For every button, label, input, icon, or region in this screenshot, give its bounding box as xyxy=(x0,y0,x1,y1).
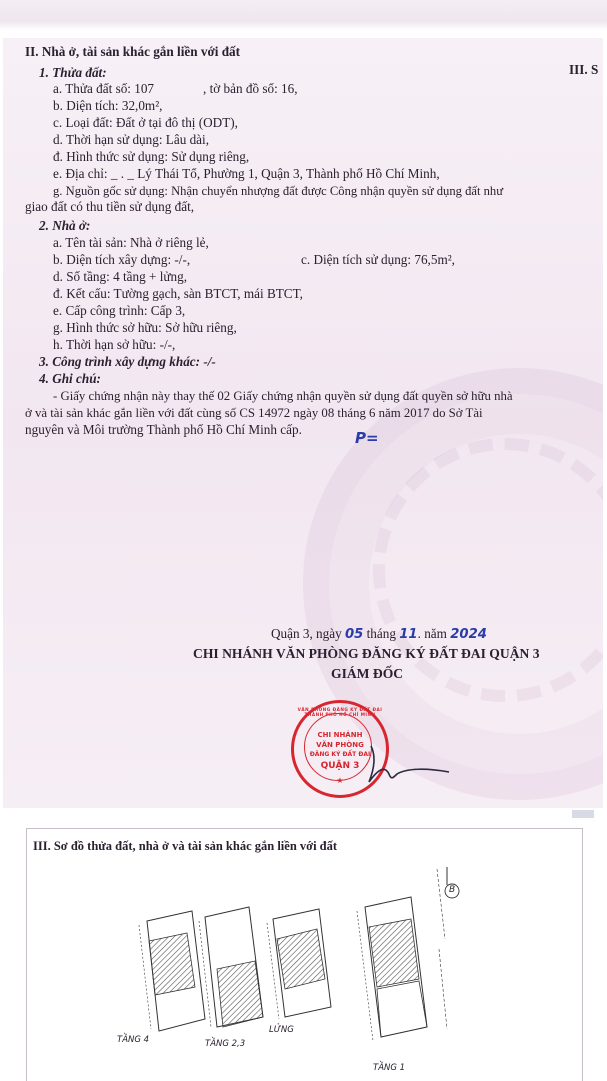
note-line-1: - Giấy chứng nhận này thay thế 02 Giấy chứng nhận quyền sử dụng đất quyền sở hữu nhà xyxy=(53,389,513,403)
issuing-office: CHI NHÁNH VĂN PHÒNG ĐĂNG KÝ ĐẤT ĐAI QUẬN 3 xyxy=(193,646,540,661)
plan-label-mezzanine: LỬNG xyxy=(269,1025,294,1035)
stamp-line-2: VĂN PHÒNG xyxy=(316,741,364,749)
land-parcel-number: a. Thửa đất số: 107 xyxy=(53,81,155,96)
land-address: e. Địa chỉ: _ . _ Lý Thái Tổ, Phường 1, Quận 3, Thành phố Hồ Chí Minh, xyxy=(53,166,440,181)
plan-label-floor-2-3: TẦNG 2,3 xyxy=(205,1039,246,1049)
diagram-page xyxy=(26,828,583,1081)
other-works: 3. Công trình xây dựng khác: -/- xyxy=(39,354,216,369)
north-label: B xyxy=(449,885,456,895)
plan-floor-4 xyxy=(139,911,205,1031)
plan-mezzanine xyxy=(267,909,331,1019)
land-term: d. Thời hạn sử dụng: Lâu dài, xyxy=(53,132,209,147)
plan-floor-2-3 xyxy=(199,907,263,1027)
stamp-line-4: QUẬN 3 xyxy=(320,761,360,771)
house-structure: đ. Kết cấu: Tường gạch, sàn BTCT, mái BTCT, xyxy=(53,286,303,301)
notes-heading: 4. Ghi chú: xyxy=(39,371,101,386)
house-build-area: b. Diện tích xây dựng: -/-, xyxy=(53,252,191,267)
floor-plans xyxy=(27,829,582,1081)
plan-label-floor-4: TẦNG 4 xyxy=(117,1035,150,1045)
date-year: 2024 xyxy=(450,627,487,642)
house-grade: e. Cấp công trình: Cấp 3, xyxy=(53,303,186,318)
side-section-label: III. S xyxy=(569,62,599,77)
date-day: 05 xyxy=(344,627,364,642)
date-month-label: tháng xyxy=(366,626,396,641)
certificate-page xyxy=(3,38,603,808)
date-prefix: Quận 3, ngày xyxy=(271,626,342,641)
land-heading: 1. Thửa đất: xyxy=(39,65,107,80)
land-use-form: đ. Hình thức sử dụng: Sử dụng riêng, xyxy=(53,149,250,164)
note-line-2: ở và tài sản khác gắn liền với đất cùng số CS 14972 ngày 08 tháng 6 năm 2017 do Sở Tài xyxy=(25,406,483,420)
stamp-line-3: ĐĂNG KÝ ĐẤT ĐAI xyxy=(309,751,371,758)
stamp-line-1: CHI NHÁNH xyxy=(317,731,363,739)
section-title: II. Nhà ở, tài sản khác gắn liền với đất xyxy=(25,44,241,59)
house-ownership: g. Hình thức sở hữu: Sở hữu riêng, xyxy=(53,320,237,335)
signer-role: GIÁM ĐỐC xyxy=(331,666,404,681)
star-icon: ★ xyxy=(336,776,344,785)
plan-floor-1 xyxy=(357,867,459,1041)
watermark-badge xyxy=(572,810,594,818)
previous-page-strip xyxy=(0,0,607,30)
note-line-3: nguyên và Môi trường Thành phố Hồ Chí Minh cấp. xyxy=(25,422,302,437)
house-ownership-term: h. Thời hạn sở hữu: -/-, xyxy=(53,337,176,352)
house-use-area: c. Diện tích sử dụng: 76,5m², xyxy=(301,252,455,267)
land-origin: g. Nguồn gốc sử dụng: Nhận chuyển nhượng đất được Công nhận quyền sử dụng đất như xyxy=(53,184,504,198)
issue-date xyxy=(271,626,487,643)
signature xyxy=(363,738,453,788)
stamp-ring-text: VĂN PHÒNG ĐĂNG KÝ ĐẤT ĐAI THÀNH PHỐ HỒ CHÍ MINH xyxy=(297,707,383,717)
house-heading: 2. Nhà ở: xyxy=(39,218,91,233)
date-year-label: . năm xyxy=(417,626,447,641)
land-map-sheet: , tờ bản đồ số: 16, xyxy=(203,81,298,96)
land-area: b. Diện tích: 32,0m², xyxy=(53,98,163,113)
house-floors: d. Số tầng: 4 tầng + lửng, xyxy=(53,269,187,284)
date-month: 11 xyxy=(399,627,418,642)
land-origin-cont: giao đất có thu tiền sử dụng đất, xyxy=(25,199,195,214)
handwritten-initials: P= xyxy=(355,429,379,447)
diagram-title: III. Sơ đồ thửa đất, nhà ở và tài sản khác gắn liền với đất xyxy=(33,839,338,853)
land-type: c. Loại đất: Đất ở tại đô thị (ODT), xyxy=(53,115,238,130)
plan-label-floor-1: TẦNG 1 xyxy=(373,1063,406,1073)
house-name: a. Tên tài sản: Nhà ở riêng lẻ, xyxy=(53,235,209,250)
